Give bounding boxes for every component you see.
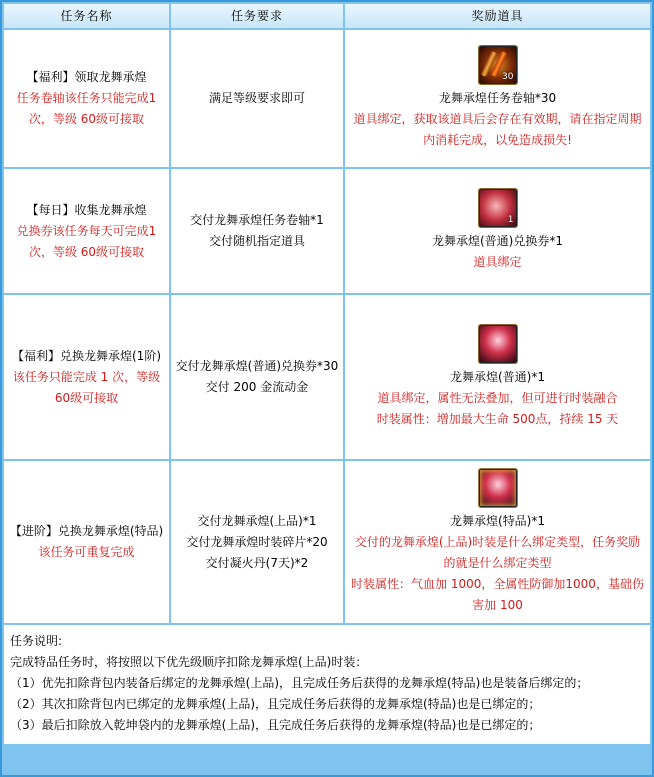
notes-item: （2）其次扣除背包内已绑定的龙舞承煌(上品)，且完成任务后获得的龙舞承煌(特品)也是已绑定的； bbox=[10, 697, 541, 711]
reward-cell bbox=[345, 461, 650, 623]
task-requirement-cell bbox=[171, 169, 343, 293]
reward-note: 时装属性：增加最大生命 500点，持续 15 天 bbox=[376, 411, 619, 426]
task-name: 【福利】兑换龙舞承煌(1阶) bbox=[12, 348, 161, 363]
notes-item: （3）最后扣除放入乾坤袋内的龙舞承煌(上品)，且完成任务后获得的龙舞承煌(特品)也是已绑定的； bbox=[10, 718, 541, 732]
header-task-requirement: 任务要求 bbox=[171, 4, 343, 28]
requirement-line: 交付龙舞承煌(普通)兑换券*30 bbox=[175, 359, 339, 373]
table-header-row bbox=[4, 4, 650, 28]
table-row bbox=[4, 461, 650, 623]
icon-count: 1 bbox=[507, 215, 514, 225]
notes-title: 任务说明: bbox=[10, 634, 63, 648]
task-requirement-cell bbox=[171, 461, 343, 623]
notes-intro: 完成特品任务时，将按照以下优先级顺序扣除龙舞承煌(上品)时装： bbox=[10, 655, 368, 669]
reward-cell bbox=[345, 295, 650, 459]
task-notes bbox=[4, 625, 650, 744]
reward-name: 龙舞承煌(特品)*1 bbox=[450, 513, 545, 528]
requirement-line: 满足等级要求即可 bbox=[208, 91, 305, 105]
header-task-name: 任务名称 bbox=[4, 4, 169, 28]
task-requirement-cell bbox=[171, 30, 343, 167]
requirement-line: 交付 200 金流动金 bbox=[205, 380, 309, 394]
task-note: 兑换券该任务每天可完成1次，等级 60级可接取 bbox=[16, 223, 157, 259]
table-row bbox=[4, 295, 650, 459]
requirement-line: 交付龙舞承煌(上品)*1 bbox=[197, 513, 317, 528]
task-name-cell bbox=[4, 461, 169, 623]
table-row bbox=[4, 30, 650, 167]
task-name-cell bbox=[4, 169, 169, 293]
reward-cell bbox=[345, 30, 650, 167]
task-note: 任务卷轴该任务只能完成1次，等级 60级可接取 bbox=[16, 91, 157, 126]
dragon-costume-premium-icon bbox=[479, 469, 517, 507]
exchange-voucher-icon bbox=[479, 189, 517, 227]
dragon-scroll-icon bbox=[479, 46, 517, 84]
reward-note: 时装属性：气血加 1000，全属性防御加1000，基础伤害加 100 bbox=[351, 576, 644, 612]
task-name-cell bbox=[4, 295, 169, 459]
task-name: 【进阶】兑换龙舞承煌(特品) bbox=[9, 524, 164, 538]
task-name: 【福利】领取龙舞承煌 bbox=[26, 70, 147, 84]
reward-cell bbox=[345, 169, 650, 293]
reward-name: 龙舞承煌(普通)兑换券*1 bbox=[432, 234, 563, 248]
notes-item: （1）优先扣除背包内装备后绑定的龙舞承煌(上品)，且完成任务后获得的龙舞承煌(特品)也是装备后绑定的； bbox=[10, 676, 589, 690]
reward-note: 交付的龙舞承煌(上品)时装是什么绑定类型，任务奖励的就是什么绑定类型 bbox=[354, 534, 641, 570]
reward-note: 道具绑定，获取该道具后会存在有效期，请在指定周期内消耗完成，以免造成损失! bbox=[353, 112, 642, 147]
reward-name: 龙舞承煌(普通)*1 bbox=[450, 369, 545, 384]
task-table bbox=[2, 2, 652, 746]
dragon-costume-icon bbox=[479, 325, 517, 363]
header-reward: 奖励道具 bbox=[345, 4, 650, 28]
task-requirement-cell bbox=[171, 295, 343, 459]
reward-note: 道具绑定，属性无法叠加，但可进行时装融合 bbox=[377, 390, 618, 405]
requirement-line: 交付龙舞承煌任务卷轴*1 bbox=[190, 213, 324, 227]
notes-row bbox=[4, 625, 650, 744]
requirement-line: 交付随机指定道具 bbox=[208, 234, 305, 248]
task-name: 【每日】收集龙舞承煌 bbox=[26, 202, 147, 217]
reward-name: 龙舞承煌任务卷轴*30 bbox=[438, 91, 557, 105]
requirement-line: 交付凝火丹(7天)*2 bbox=[205, 555, 309, 570]
task-name-cell bbox=[4, 30, 169, 167]
task-note: 该任务只能完成 1 次，等级 60级可接取 bbox=[12, 369, 161, 405]
table-row bbox=[4, 169, 650, 293]
reward-note: 道具绑定 bbox=[473, 255, 522, 269]
icon-count: 30 bbox=[502, 72, 514, 82]
requirement-line: 交付龙舞承煌时装碎片*20 bbox=[186, 534, 328, 549]
task-note: 该任务可重复完成 bbox=[38, 545, 135, 559]
